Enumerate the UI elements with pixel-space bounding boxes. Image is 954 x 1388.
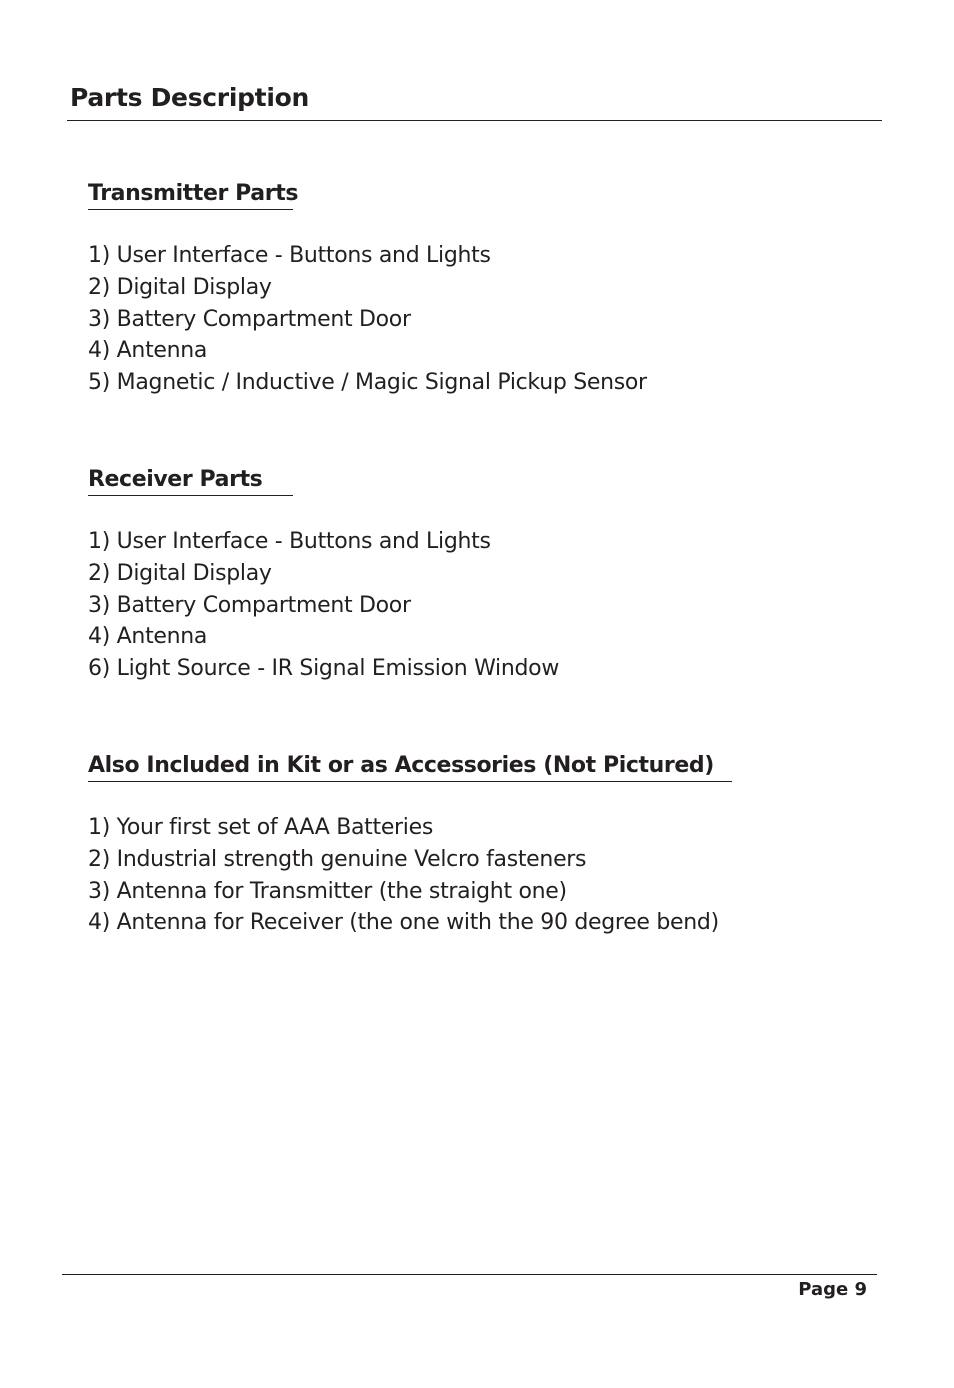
page-title: Parts Description	[70, 83, 309, 112]
list-item: 1) User Interface - Buttons and Lights	[88, 243, 491, 268]
list-item: 3) Battery Compartment Door	[88, 306, 411, 332]
accessories-section	[88, 751, 732, 939]
receiver-parts-section	[88, 465, 559, 685]
title-divider	[67, 120, 882, 121]
list-item: 2) Digital Display	[88, 560, 272, 586]
transmitter-parts-section	[88, 179, 647, 399]
section-heading: Transmitter Parts	[88, 179, 293, 210]
list-item: 3) Antenna for Transmitter (the straight one)	[88, 878, 567, 904]
list-item: 3) Battery Compartment Door	[88, 592, 411, 618]
list-item: 2) Industrial strength genuine Velcro fasteners	[88, 846, 587, 872]
parts-list	[88, 812, 732, 939]
list-item: 4) Antenna	[88, 338, 208, 364]
list-item: 6) Light Source - IR Signal Emission Window	[88, 656, 560, 682]
parts-list	[88, 526, 559, 685]
list-item: 5) Magnetic / Inductive / Magic Signal Pickup Sensor	[88, 370, 647, 396]
section-heading: Receiver Parts	[88, 465, 293, 496]
list-item: 4) Antenna for Receiver (the one with the 90 degree bend)	[88, 910, 719, 936]
section-heading: Also Included in Kit or as Accessories (Not Pictured)	[88, 751, 732, 782]
footer-divider	[62, 1274, 877, 1275]
list-item: 2) Digital Display	[88, 274, 272, 300]
page-number: Page 9	[798, 1279, 867, 1300]
list-item: 4) Antenna	[88, 624, 208, 650]
parts-list	[88, 240, 647, 399]
list-item: 1) Your first set of AAA Batteries	[88, 815, 434, 840]
list-item: 1) User Interface - Buttons and Lights	[88, 529, 491, 554]
